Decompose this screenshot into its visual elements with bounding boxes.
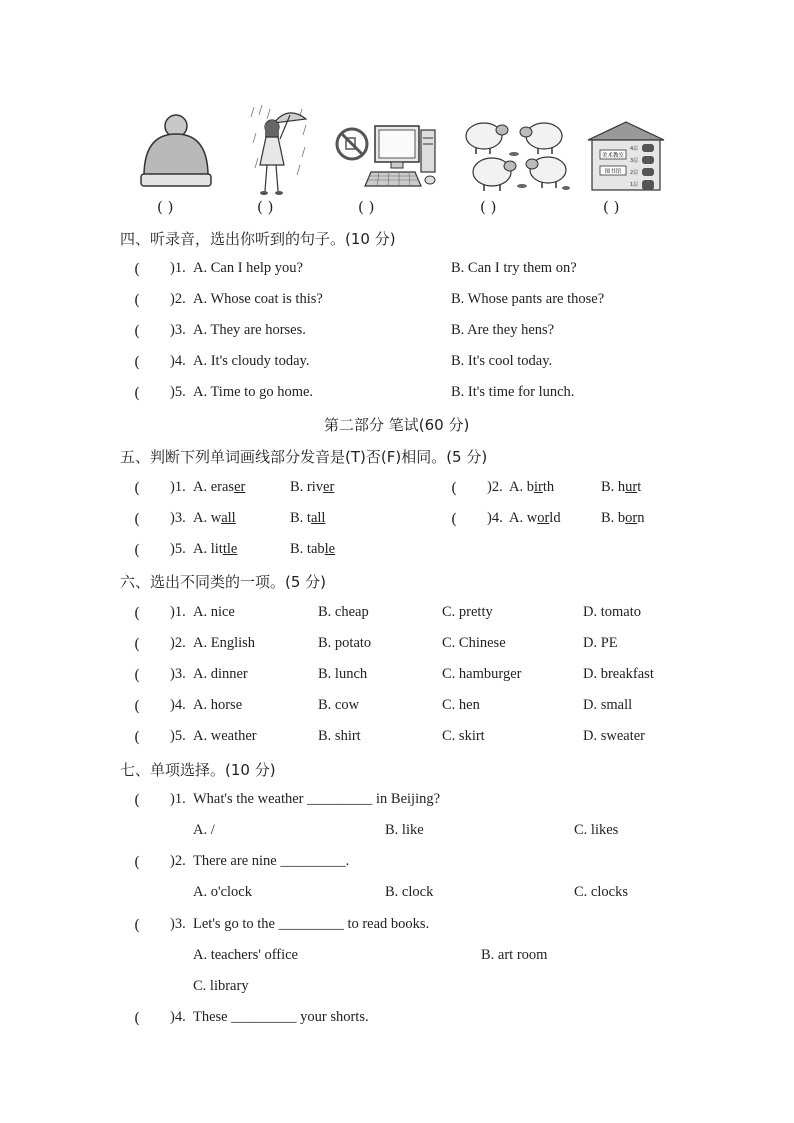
part-2-title: 第二部分 笔试(60 分) xyxy=(324,416,470,434)
option-c: C. likes xyxy=(574,822,619,838)
question-number: )5. xyxy=(170,728,186,744)
option-b: B. It's time for lunch. xyxy=(451,384,575,400)
option-d: D. sweater xyxy=(583,728,646,744)
hat-picture xyxy=(138,114,214,190)
option-a: A. dinner xyxy=(193,666,248,682)
option-b: B. It's cool today. xyxy=(451,353,553,369)
floor-label-1: 1层 xyxy=(630,182,639,188)
stem-text: There are nine xyxy=(193,853,281,869)
floor-label-2: 2层 xyxy=(630,170,639,176)
option-c: C. library xyxy=(193,978,249,994)
question-number: )1. xyxy=(170,260,186,276)
question-number: )3. xyxy=(170,510,186,526)
picture-bracket-2[interactable]: ( ) xyxy=(257,198,274,216)
stem-text: These xyxy=(193,1009,232,1025)
option-a: A. horse xyxy=(193,697,243,713)
underlined-part: all xyxy=(310,510,326,526)
option-a: A. They are horses. xyxy=(193,322,306,338)
word-option-a xyxy=(509,479,554,496)
question-number: )3. xyxy=(170,666,186,682)
option-d: D. PE xyxy=(583,635,618,651)
answer-paren[interactable]: ( xyxy=(134,353,140,371)
option-b: B. Whose pants are those? xyxy=(451,291,605,307)
section-6-heading: 六、选出不同类的一项。(5 分) xyxy=(120,573,327,591)
answer-blank[interactable]: _________ xyxy=(280,853,346,869)
option-a: A. Whose coat is this? xyxy=(193,291,323,307)
question-stem xyxy=(193,853,349,870)
answer-paren[interactable]: ( xyxy=(134,791,140,809)
option-b: B. cheap xyxy=(318,604,369,620)
option-b: B. potato xyxy=(318,635,372,651)
answer-paren[interactable]: ( xyxy=(451,479,457,497)
option-b: B. shirt xyxy=(318,728,361,744)
section-5-heading: 五、判断下列单词画线部分发音是(T)否(F)相同。(5 分) xyxy=(120,448,488,466)
underlined-part: er xyxy=(234,479,246,495)
picture-bracket-1[interactable]: ( ) xyxy=(157,198,174,216)
question-number: )4. xyxy=(487,510,503,526)
option-c: C. Chinese xyxy=(442,635,506,651)
word-option-a xyxy=(193,510,236,527)
word-option-a xyxy=(193,479,245,496)
stem-text: to read books. xyxy=(343,916,430,932)
word-option-b xyxy=(290,479,334,496)
word-option-b xyxy=(290,510,325,527)
picture-bracket-5[interactable]: ( ) xyxy=(603,198,620,216)
computer-picture xyxy=(333,122,439,194)
option-b: B. Can I try them on? xyxy=(451,260,577,276)
option-d: D. breakfast xyxy=(583,666,654,682)
option-a: A. o'clock xyxy=(193,884,252,900)
word-part: A. w xyxy=(193,510,222,526)
word-option-b xyxy=(601,510,645,527)
stem-text: in Beijing? xyxy=(372,791,441,807)
picture-bracket-3[interactable]: ( ) xyxy=(358,198,375,216)
answer-blank[interactable]: _________ xyxy=(231,1009,297,1025)
option-c: C. clocks xyxy=(574,884,628,900)
word-part: ld xyxy=(549,510,561,526)
option-d: D. small xyxy=(583,697,633,713)
word-option-a xyxy=(509,510,561,527)
word-option-b xyxy=(290,541,335,558)
answer-paren[interactable]: ( xyxy=(134,510,140,528)
underlined-part: tle xyxy=(222,541,238,557)
answer-paren[interactable]: ( xyxy=(134,322,140,340)
word-part: A. lit xyxy=(193,541,223,557)
word-part: A. b xyxy=(509,479,534,495)
option-b: B. cow xyxy=(318,697,360,713)
option-b: B. Are they hens? xyxy=(451,322,555,338)
answer-blank[interactable]: _________ xyxy=(278,916,344,932)
question-number: )4. xyxy=(170,697,186,713)
word-option-a xyxy=(193,541,237,558)
option-b: B. lunch xyxy=(318,666,368,682)
option-a: A. / xyxy=(193,822,215,838)
word-part: B. t xyxy=(290,510,311,526)
section-7-heading: 七、单项选择。(10 分) xyxy=(120,761,276,779)
underlined-part: or xyxy=(537,510,550,526)
answer-paren[interactable]: ( xyxy=(134,635,140,653)
word-part: B. riv xyxy=(290,479,324,495)
answer-paren[interactable]: ( xyxy=(134,853,140,871)
stem-text: What's the weather xyxy=(193,791,308,807)
question-number: )2. xyxy=(170,853,186,869)
answer-paren[interactable]: ( xyxy=(134,604,140,622)
underlined-part: or xyxy=(625,510,638,526)
underlined-part: le xyxy=(324,541,336,557)
word-part: B. b xyxy=(601,510,626,526)
option-a: A. weather xyxy=(193,728,257,744)
underlined-part: er xyxy=(323,479,335,495)
word-part: A. eras xyxy=(193,479,235,495)
word-option-b xyxy=(601,479,641,496)
question-stem xyxy=(193,791,440,808)
picture-bracket-4[interactable]: ( ) xyxy=(480,198,497,216)
section-4-heading: 四、听录音，选出你听到的句子。(10 分) xyxy=(120,230,396,248)
question-stem xyxy=(193,1009,369,1026)
girl-umbrella-picture xyxy=(250,103,310,198)
option-a: A. Time to go home. xyxy=(193,384,314,400)
option-c: C. hen xyxy=(442,697,480,713)
option-a: A. English xyxy=(193,635,256,651)
option-b: B. art room xyxy=(481,947,548,963)
option-c: C. hamburger xyxy=(442,666,522,682)
question-number: )4. xyxy=(170,353,186,369)
question-number: )2. xyxy=(170,635,186,651)
answer-paren[interactable]: ( xyxy=(134,697,140,715)
question-number: )4. xyxy=(170,1009,186,1025)
question-number: )1. xyxy=(170,604,186,620)
underlined-part: all xyxy=(221,510,236,526)
answer-paren[interactable]: ( xyxy=(134,916,140,934)
building-sign-library: 图书馆 xyxy=(604,169,622,175)
question-number: )1. xyxy=(170,479,186,495)
answer-paren[interactable]: ( xyxy=(134,728,140,746)
option-c: C. pretty xyxy=(442,604,493,620)
word-part: B. h xyxy=(601,479,626,495)
underlined-part: ur xyxy=(625,479,638,495)
word-part: A. w xyxy=(509,510,538,526)
question-number: )1. xyxy=(170,791,186,807)
building-sign-art: 美术教室 xyxy=(601,153,625,159)
option-b: B. clock xyxy=(385,884,434,900)
question-number: )3. xyxy=(170,916,186,932)
stem-text: Let's go to the xyxy=(193,916,279,932)
underlined-part: ir xyxy=(533,479,543,495)
answer-blank[interactable]: _________ xyxy=(307,791,373,807)
option-b: B. like xyxy=(385,822,424,838)
option-d: D. tomato xyxy=(583,604,641,620)
answer-paren[interactable]: ( xyxy=(134,666,140,684)
answer-paren[interactable]: ( xyxy=(134,291,140,309)
option-c: C. skirt xyxy=(442,728,485,744)
word-part: n xyxy=(637,510,645,526)
answer-paren[interactable]: ( xyxy=(451,510,457,528)
answer-paren[interactable]: ( xyxy=(134,260,140,278)
word-part: t xyxy=(637,479,642,495)
building-picture xyxy=(586,120,666,192)
option-a: A. It's cloudy today. xyxy=(193,353,310,369)
floor-label-3: 3层 xyxy=(630,158,639,164)
answer-paren[interactable]: ( xyxy=(134,384,140,402)
option-a: A. teachers' office xyxy=(193,947,298,963)
question-number: )2. xyxy=(487,479,503,495)
question-number: )5. xyxy=(170,541,186,557)
answer-paren[interactable]: ( xyxy=(134,479,140,497)
option-a: A. nice xyxy=(193,604,235,620)
stem-text: your shorts. xyxy=(296,1009,369,1025)
word-part: B. tab xyxy=(290,541,325,557)
question-number: )5. xyxy=(170,384,186,400)
question-number: )3. xyxy=(170,322,186,338)
option-a: A. Can I help you? xyxy=(193,260,303,276)
answer-paren[interactable]: ( xyxy=(134,1009,140,1027)
question-number: )2. xyxy=(170,291,186,307)
sheep-picture xyxy=(462,116,572,194)
stem-text: . xyxy=(345,853,350,869)
word-part: th xyxy=(542,479,555,495)
answer-paren[interactable]: ( xyxy=(134,541,140,559)
question-stem xyxy=(193,916,429,933)
floor-label-4: 4层 xyxy=(630,146,639,152)
